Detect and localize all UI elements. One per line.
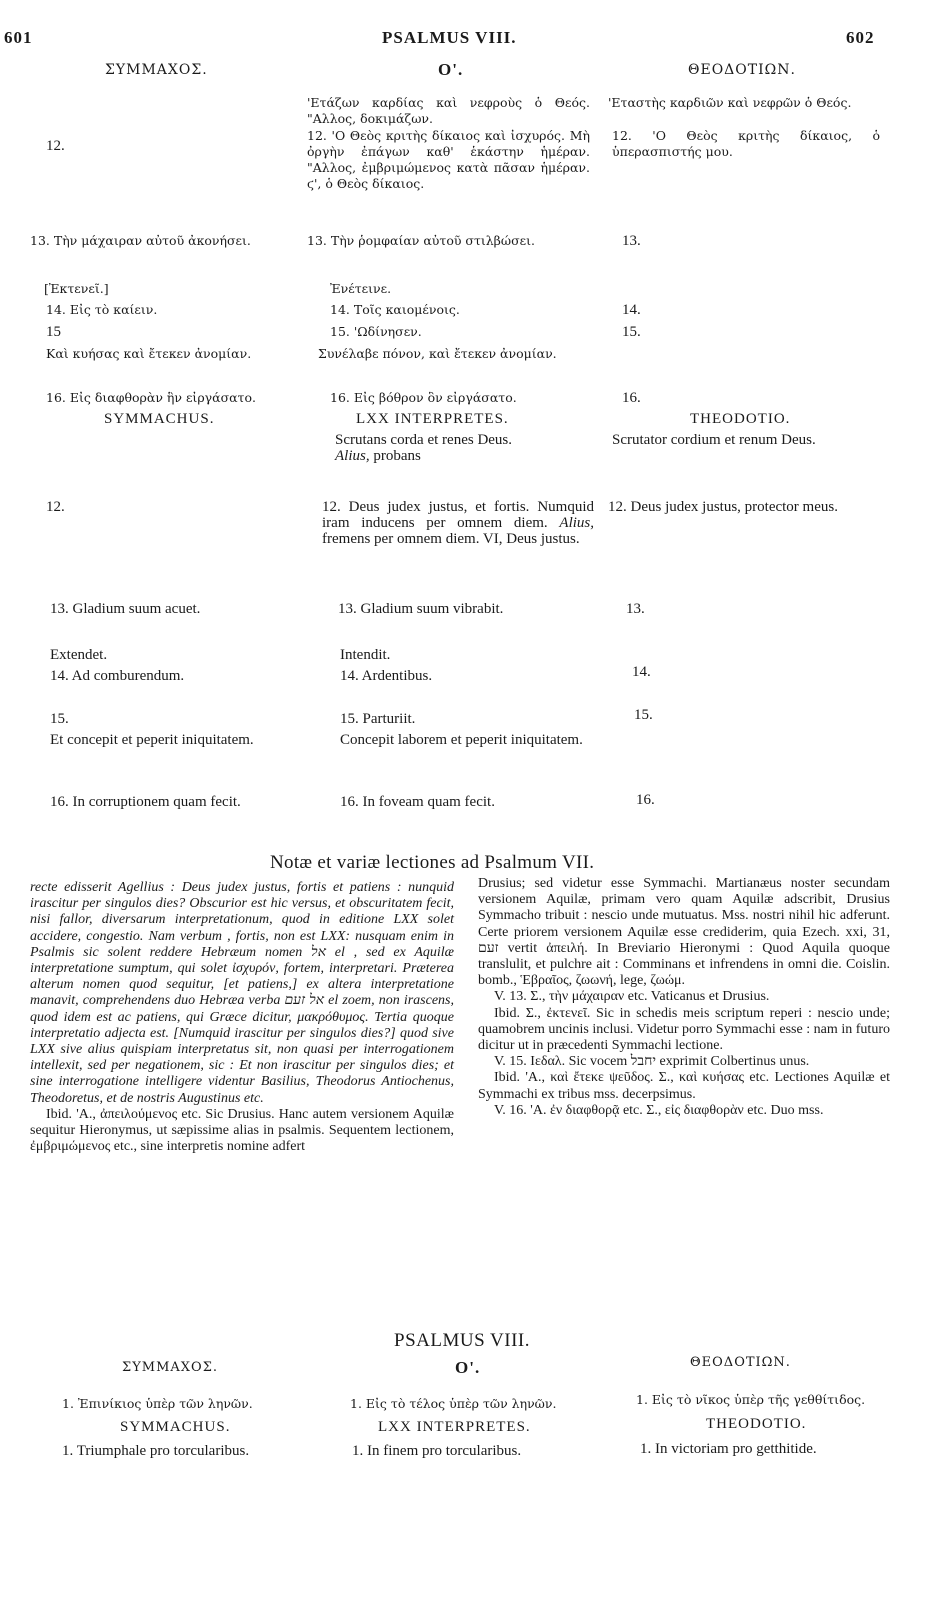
greek-sym-verse-13: 13. Τὴν μάχαιραν αὐτοῦ ἀκονήσει. <box>30 233 251 248</box>
psalm-8-greek-header-theodotion: ΘΕΟΔΟΤΙΩΝ. <box>690 1355 791 1370</box>
notes-left-para-1: recte edisserit Agellius : Deus judex justus, fortis et patiens : nunquid irascitur per singulos dies? Obscurior est hic versus, et obscuritatem fecit, nisi fallor, diversarum interpretationum, quod in editione LXX solet accidere, congestio. Nam verbum , fortis, non est LXX: nusquam enim in Psalmis sic solent reddere Hebræum nomen אל el , sed ex Aquilæ interpretatione sumptum, qui solet ἰσχυρόν, fortem, interpretari. Præterea alterum nomen quod sequitur, [et patiens,] ex altera interpretatione manavit, comprehendens duo Hebræa verba אל זעם el zoem, non irascens, quod idem est ac patiens, qui Græce dicitur, μακρόθυμος. Tertia quoque interpretatio adjecta est. [Numquid irascitur per singulos dies?] quod sive LXX sive alius quispiam interpretatus sit, non quasi per interrogationem intellexit, sed per negationem, sic : Et non irascitur per singulos dies; et sine interrogatione intelligere videntur Basilius, Theodorus Antiochenus, Theodoretus, et de nostris Augustinus etc. <box>30 880 455 1106</box>
psalm-8-latin-header-symmachus: SYMMACHUS. <box>120 1419 231 1435</box>
latin-theodotion-verse-12: 12. Deus judex justus, protector meus. <box>608 499 838 515</box>
latin-lxx-intro-line1: Scrutans corda et renes Deus. <box>335 432 513 448</box>
greek-theodotion-verse-14: 14. <box>622 302 641 318</box>
latin-theodotion-verse-14: 14. <box>632 664 651 680</box>
latin-theodotion-verse-16: 16. <box>636 792 655 808</box>
psalm-8-latin-lxx-verse-1: 1. In finem pro torcularibus. <box>352 1443 522 1459</box>
greek-lxx-intro: 'Ετάζων καρδίας καὶ νεφροὺς ὁ Θεός. "Αλλος, δοκιμάζων. <box>307 95 590 126</box>
greek-theodotion-verse-13: 13. <box>622 233 641 249</box>
latin-theodotion-verse-15: 15. <box>634 707 653 723</box>
psalm-8-latin-header-lxx: LXX INTERPRETES. <box>378 1419 531 1435</box>
latin-lxx-intro-probans: probans <box>369 448 421 464</box>
greek-sym-verse-15: 15 <box>46 324 61 340</box>
greek-header-lxx: Ο'. <box>438 60 464 79</box>
greek-theodotion-intro: 'Εταστὴς καρδιῶν καὶ νεφρῶν ὁ Θεός. <box>608 95 852 110</box>
latin-lxx-verse-12-alius: Alius, <box>559 515 594 531</box>
latin-lxx-intro <box>335 432 595 464</box>
latin-lxx-verse-12-b: fremens per omnem diem. VI, Deus justus. <box>322 531 580 547</box>
greek-lxx-verse-12: 12. 'Ο Θεὸς κριτὴς δίκαιος καὶ ἰσχυρός. Μὴ ὀργὴν ἐπάγων καθ' ἑκάστην ἡμέραν. "Αλλος, ἐμβριμώμενος κατὰ πᾶσαν ἡμέραν. ϛ', ὁ Θεὸς δίκαιος. <box>307 128 590 191</box>
psalm-8-latin-theodotion-verse-1: 1. In victoriam pro getthitide. <box>640 1441 817 1457</box>
psalm-8-title: PSALMUS VIII. <box>394 1330 531 1351</box>
latin-lxx-verse-16: 16. In foveam quam fecit. <box>340 794 495 810</box>
greek-header-symmachus: ΣΥΜΜΑΧΟΣ. <box>105 62 208 78</box>
notes-right-para-5: Ibid. 'Α., καὶ ἔτεκε ψεῦδος. Σ., καὶ κυήσας etc. Lectiones Aquilæ et Symmachi ex tribus mss. decerpsimus. <box>478 1070 890 1102</box>
greek-sym-verse-12: 12. <box>46 138 65 154</box>
greek-lxx-verse-16: 16. Εἰς βόθρον ὃν εἰργάσατο. <box>330 390 517 405</box>
latin-lxx-verse-15: 15. Parturiit. <box>340 711 416 727</box>
greek-sym-verse-16: 16. Εἰς διαφθορὰν ἣν εἰργάσατο. <box>46 390 256 405</box>
notes-left-para-2: Ibid. 'Α., ἀπειλούμενος etc. Sic Drusius. Hanc autem versionem Aquilæ sequitur Hieronymus, ut sæpissime alias in psalmis. Sequentem lectionem, ἐμβριμώμενος etc., sine interpretis nomine adfert <box>30 1106 454 1155</box>
page-number-right: 602 <box>846 28 875 47</box>
greek-theodotion-verse-12: 12. 'Ο Θεὸς κριτὴς δίκαιος, ὁ ὑπερασπιστής μου. <box>612 128 880 159</box>
latin-sym-verse-12: 12. <box>46 499 65 515</box>
greek-sym-extendet: [Ἐκτενεῖ.] <box>44 281 109 296</box>
greek-theodotion-verse-16: 16. <box>622 390 641 406</box>
latin-lxx-verse-14: 14. Ardentibus. <box>340 668 433 684</box>
notes-right-column <box>478 876 890 1119</box>
psalm-8-greek-theodotion-verse-1: 1. Εἰς τὸ νῖκος ὑπὲρ τῆς γεθθίτιδος. <box>636 1392 866 1407</box>
greek-lxx-verse-15: 15. 'Ωδίνησεν. <box>330 324 422 339</box>
psalm-8-greek-lxx-verse-1: 1. Εἰς τὸ τέλος ὑπὲρ τῶν ληνῶν. <box>350 1396 557 1411</box>
greek-lxx-verse-13: 13. Τὴν ῥομφαίαν αὐτοῦ στιλβώσει. <box>307 233 535 248</box>
latin-lxx-verse-13: 13. Gladium suum vibrabit. <box>338 601 504 617</box>
latin-lxx-intendit: Intendit. <box>340 647 391 663</box>
psalm-8-greek-sym-verse-1: 1. Ἐπινίκιος ὑπὲρ τῶν ληνῶν. <box>62 1396 253 1411</box>
page-number-left: 601 <box>4 28 33 47</box>
psalm-8-greek-header-lxx: Ο'. <box>455 1358 481 1377</box>
latin-sym-verse-15b: Et concepit et peperit iniquitatem. <box>50 732 254 748</box>
notes-right-para-3: Ibid. Σ., ἐκτενεῖ. Sic in schedis meis scriptum reperi : nescio unde; quamobrem uncinis inclusi. Videtur porro Symmachi esse : nam in futuro dicitur ut in præcedenti Symmachi lectione. <box>478 1005 890 1054</box>
greek-sym-verse-15b: Καὶ κυήσας καὶ ἔτεκεν ἀνομίαν. <box>46 346 252 361</box>
psalm-8-latin-sym-verse-1: 1. Triumphale pro torcularibus. <box>62 1443 250 1459</box>
latin-lxx-verse-12-a: 12. Deus judex justus, et fortis. Numquid iram inducens per omnem diem. <box>322 499 594 531</box>
latin-header-symmachus: SYMMACHUS. <box>104 411 215 427</box>
greek-sym-verse-14: 14. Εἰς τὸ καίειν. <box>46 302 158 317</box>
latin-sym-verse-14: 14. Ad comburendum. <box>50 668 185 684</box>
latin-sym-extendet: Extendet. <box>50 647 108 663</box>
latin-lxx-verse-12 <box>322 499 594 547</box>
notes-left-column <box>30 880 454 1155</box>
latin-header-lxx: LXX INTERPRETES. <box>356 411 509 427</box>
latin-theodotion-verse-13: 13. <box>626 601 645 617</box>
latin-sym-verse-15: 15. <box>50 711 69 727</box>
latin-sym-verse-13: 13. Gladium suum acuet. <box>50 601 201 617</box>
notes-right-para-2: V. 13. Σ., τὴν μάχαιραν etc. Vaticanus et Drusius. <box>494 989 770 1005</box>
latin-sym-verse-16: 16. In corruptionem quam fecit. <box>50 794 241 810</box>
latin-lxx-verse-15b: Concepit laborem et peperit iniquitatem. <box>340 732 583 748</box>
greek-theodotion-verse-15: 15. <box>622 324 641 340</box>
greek-lxx-verse-14: 14. Τοῖς καιομένοις. <box>330 302 460 317</box>
greek-lxx-extendet: Ἐνέτεινε. <box>330 281 392 296</box>
latin-theodotion-intro: Scrutator cordium et renum Deus. <box>612 432 816 448</box>
notes-right-para-1: Drusius; sed videtur esse Symmachi. Martianæus noster secundam versionem Aquilæ, primam vero quam Aquilæ adscribit, Drusius Symmacho tribuit : nescio unde mutuatus. Mss. nostri nihil hic adferunt. Certe priorem versionem Aquilæ esse crediderim, quia Ezech. xxi, 31, זעם vertit ἀπειλή. In Breviario Hieronymi : Quod Aquila quoque translulit, et pulchre ait : Comminans et infrendens in omni die. Coislin. bomb., Ἑβραῖος, ζωωνή, lege, ζωώμ. <box>478 876 890 989</box>
notes-heading: Notæ et variæ lectiones ad Psalmum VII. <box>270 852 595 873</box>
running-title: PSALMUS VIII. <box>382 28 517 47</box>
notes-right-para-6: V. 16. 'Α. ἐν διαφθορᾷ etc. Σ., εἰς διαφθορὰν etc. Duo mss. <box>494 1102 824 1118</box>
greek-lxx-verse-15b: Συνέλαβε πόνον, καὶ ἔτεκεν ἀνομίαν. <box>318 346 557 361</box>
notes-right-para-4: V. 15. Ιεδαλ. Sic vocem יחבל exprimit Colbertinus unus. <box>494 1054 810 1070</box>
psalm-8-greek-header-symmachus: ΣΥΜΜΑΧΟΣ. <box>122 1360 219 1375</box>
psalm-8-latin-header-theodotion: THEODOTIO. <box>706 1416 807 1432</box>
greek-header-theodotion: ΘΕΟΔΟΤΙΩΝ. <box>688 62 796 78</box>
latin-header-theodotion: THEODOTIO. <box>690 411 791 427</box>
latin-lxx-intro-alius: Alius, <box>335 448 370 464</box>
